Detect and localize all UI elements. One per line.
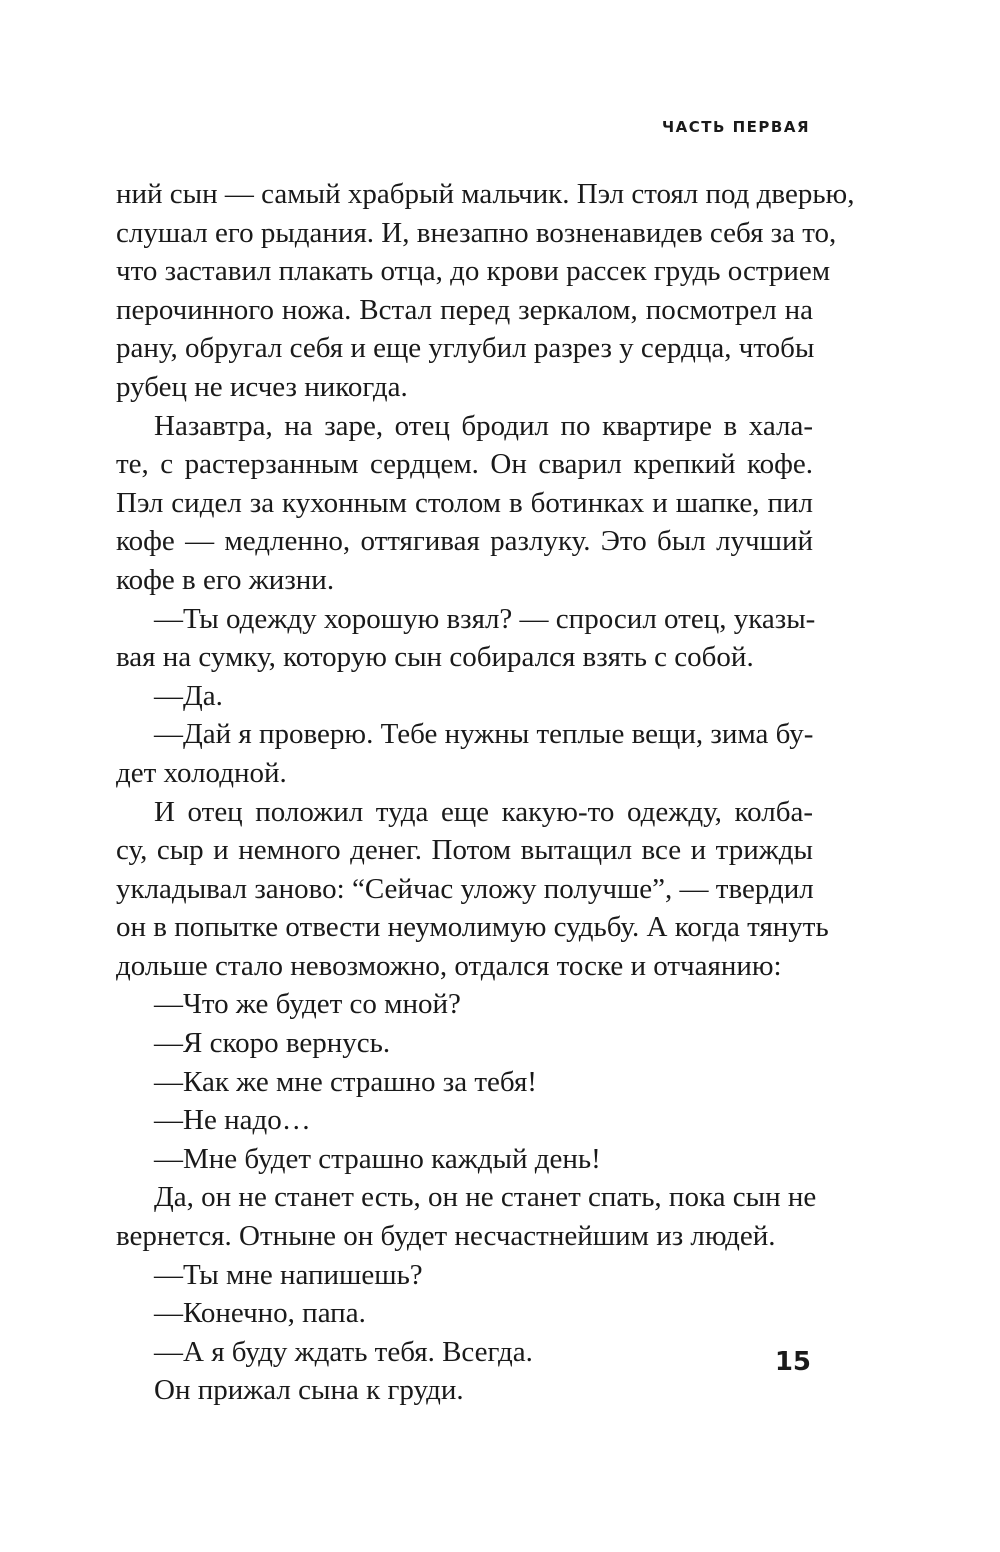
text-line: Он прижал сына к груди. bbox=[154, 1374, 464, 1407]
text-line: дет холодной. bbox=[116, 756, 287, 789]
text-line: вернется. Отныне он будет несчастнейшим из людей. bbox=[116, 1220, 776, 1253]
text-line: —Конечно, папа. bbox=[154, 1297, 366, 1330]
text-line: слушал его рыдания. И, внезапно возненавидев себя за то, bbox=[116, 216, 837, 249]
text-line: дольше стало невозможно, отдался тоске и отчаянию: bbox=[116, 949, 782, 982]
text-line: Пэл сидел за кухонным столом в ботинках и шапке, пил bbox=[116, 486, 813, 519]
text-line: вая на сумку, которую сын собирался взять с собой. bbox=[116, 641, 754, 674]
text-line: —Дай я проверю. Тебе нужны теплые вещи, зима бу- bbox=[154, 718, 814, 751]
text-line: —Я скоро вернусь. bbox=[154, 1027, 391, 1060]
text-line: су, сыр и немного денег. Потом вытащил все и трижды bbox=[116, 834, 813, 867]
body-text bbox=[116, 175, 855, 1410]
text-line: кофе в его жизни. bbox=[116, 563, 335, 596]
text-line: —Ты мне напишешь? bbox=[154, 1258, 423, 1291]
text-line: кофе — медленно, оттягивая разлуку. Это был лучший bbox=[116, 525, 813, 558]
text-line: —Да. bbox=[154, 679, 223, 712]
text-line: —Не надо… bbox=[154, 1104, 311, 1137]
running-header: ЧАСТЬ ПЕРВАЯ bbox=[661, 118, 810, 136]
text-line: Назавтра, на заре, отец бродил по квартире в хала- bbox=[154, 409, 813, 442]
text-line: ний сын — самый храбрый мальчик. Пэл стоял под дверью, bbox=[116, 178, 855, 210]
text-line: рубец не исчез никогда. bbox=[116, 370, 408, 403]
page-number: 15 bbox=[774, 1347, 811, 1377]
text-line: перочинного ножа. Встал перед зеркалом, посмотрел на bbox=[116, 293, 813, 326]
text-line: И отец положил туда еще какую-то одежду, колба- bbox=[154, 795, 813, 828]
text-line: —Как же мне страшно за тебя! bbox=[154, 1065, 537, 1098]
text-line: рану, обругал себя и еще углубил разрез у сердца, чтобы bbox=[116, 332, 815, 365]
text-line: Да, он не станет есть, он не станет спать, пока сын не bbox=[154, 1181, 817, 1214]
text-line: —Мне будет страшно каждый день! bbox=[154, 1142, 601, 1175]
text-line: укладывал заново: “Сейчас уложу получше”, — твердил bbox=[116, 872, 814, 905]
text-line: —Ты одежду хорошую взял? — спросил отец, указы- bbox=[154, 602, 816, 635]
text-line: что заставил плакать отца, до крови рассек грудь острием bbox=[116, 255, 831, 288]
text-line: —А я буду ждать тебя. Всегда. bbox=[154, 1335, 533, 1368]
text-line: он в попытке отвести неумолимую судьбу. А когда тянуть bbox=[116, 911, 829, 944]
text-line: —Что же будет со мной? bbox=[154, 988, 461, 1021]
text-line: те, с растерзанным сердцем. Он сварил крепкий кофе. bbox=[116, 448, 813, 481]
